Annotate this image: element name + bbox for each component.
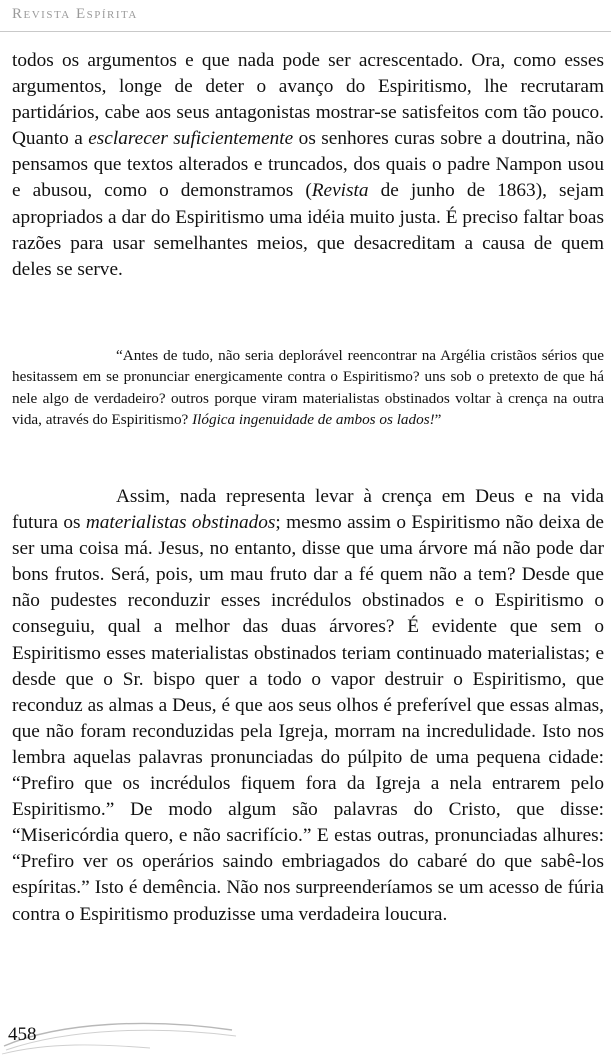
body-paragraph-1 [12,48,604,283]
paragraph-1-text-c: de junho de 1863), sejam apropriados a dar do Espiritismo uma idéia muito justa. É preciso faltar boas razões para usar semelhantes meios, que desacreditam a causa de quem deles se serve. [12,180,604,280]
paragraph-2-text-a: Assim, nada representa levar à crença em Deus e na vida futura os [12,486,604,534]
body-paragraph-2 [12,484,604,928]
quote-italic-a: Ilógica ingenuidade de ambos os lados! [192,411,435,429]
paragraph-2-text-b: ; mesmo assim o Espiritismo não deixa de ser uma coisa má. Jesus, no entanto, disse que uma árvore má não pode dar bons frutos. Será, pois, um mau fruto dar a fé quem não a tem? Desde que não pudestes reconduzir esses incrédulos obstinados e o Espiritismo o conseguiu, qual a melhor das duas árvores? É evidente que sem o Espiritismo esses materialistas obstinados teriam continuado materialistas; e desde que o Sr. bispo quer a todo o vapor destruir o Espiritismo, que reconduz as almas a Deus, é que aos seus olhos é preferível que essas almas, que não foram reconduzidas pela Igreja, morram na incredulidade. Isto nos lembra aquelas palavras pronunciadas do púlpito de uma pequena cidade: “Prefiro que os incrédulos fiquem fora da Igreja a nela entrarem pelo Espiritismo.” De modo algum são palavras do Cristo, que disse: “Misericórdia quero, e não sacrifício.” E estas outras, pronunciadas alhures: “Prefiro ver os operários saindo embriagados do cabaré do que sabê-los espíritas.” Isto é demência. Não nos surpreenderíamos se um acesso de fúria contra o Espiritismo produzisse uma verdadeira loucura. [12,512,604,925]
block-quote [12,345,604,431]
paragraph-2-italic-a: materialistas obstinados [85,512,276,534]
paragraph-1-italic-a: esclarecer suficientemente [88,128,294,150]
quote-text-b: ” [434,411,442,429]
running-header: Revista Espírita [12,6,138,22]
header-divider [0,31,611,32]
quote-text-a: “Antes de tudo, não seria deplorável reencontrar na Argélia cristãos sérios que hesitassem em se pronunciar energicamente contra o Espiritismo? uns sob o pretexto de que há nele algo de verdadeiro? outros porque viram materialistas obstinados voltar à crença na outra vida, através do Espiritismo? [12,347,604,429]
paragraph-1-text-b: os senhores curas sobre a doutrina, não pensamos que textos alterados e truncados, dos quais o padre Nampon usou e abusou, como o demonstramos ( [12,128,604,202]
paragraph-1-italic-b: Revista [311,180,369,202]
paragraph-1-text-a: todos os argumentos e que nada pode ser acrescentado. Ora, como esses argumentos, longe de deter o avanço do Espiritismo, lhe recrutaram partidários, cabe aos seus antagonistas mostrar-se satisfeitos com tão pouco. Quanto a [12,50,604,150]
page-number: 458 [8,1024,37,1045]
